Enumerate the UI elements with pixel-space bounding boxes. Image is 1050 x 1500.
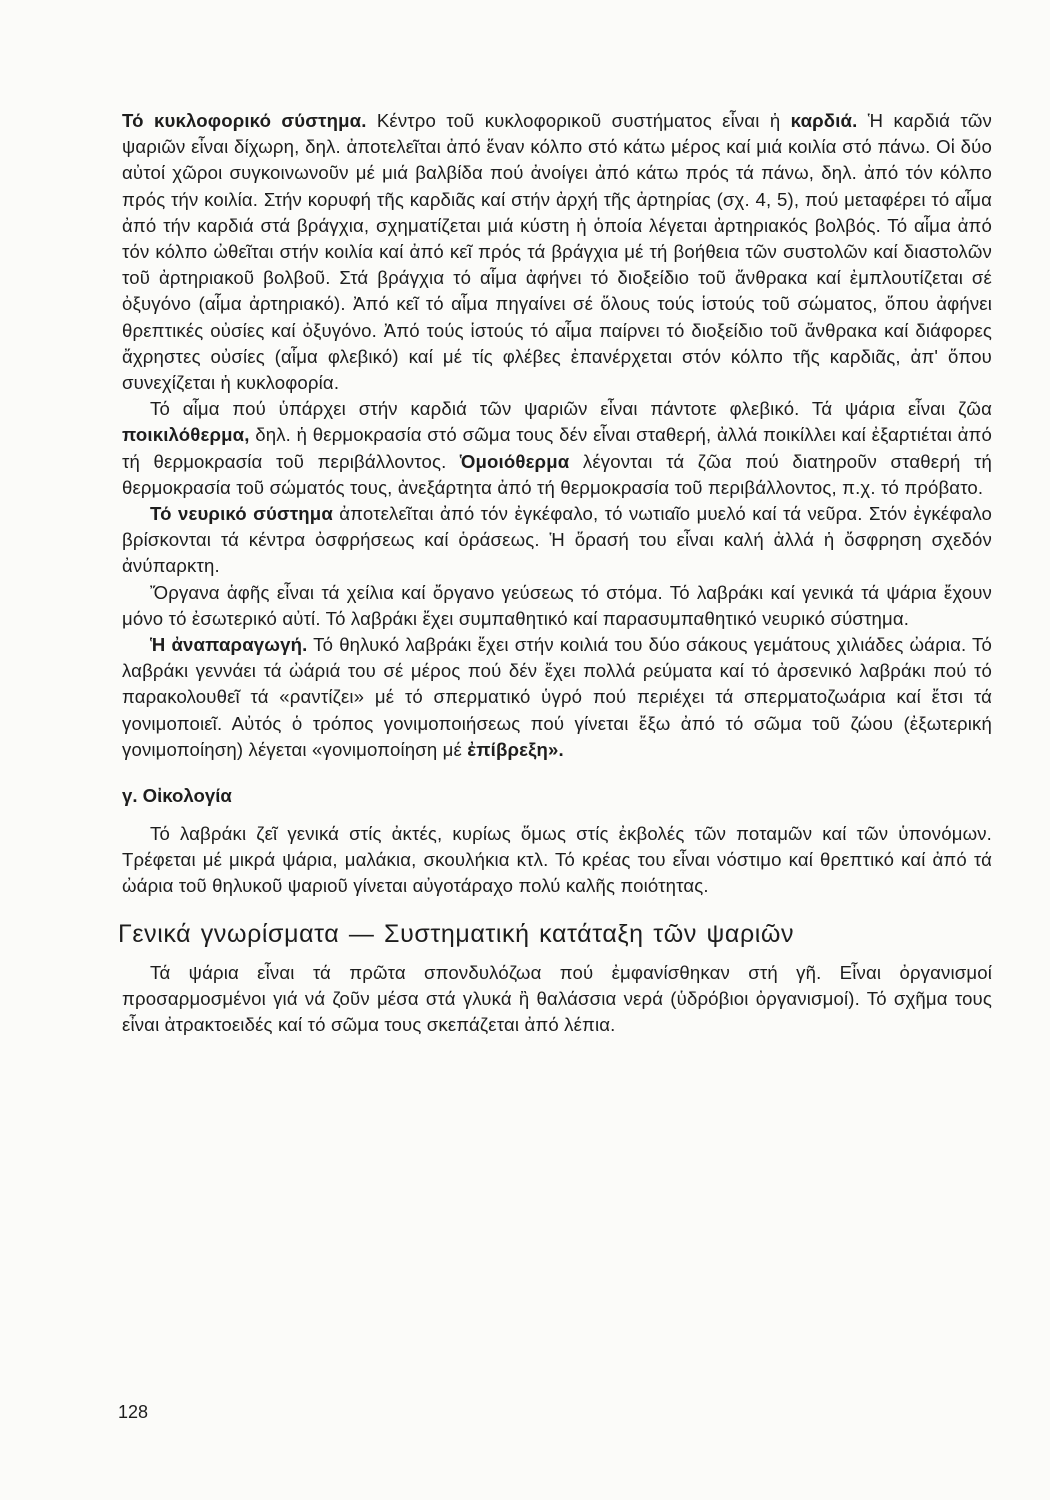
chapter-title: Γενικά γνωρίσματα — Συστηματική κατάταξη τῶν ψαριῶν	[118, 919, 795, 948]
paragraph-text: Τό θηλυκό λαβράκι ἔχει στήν κοιλιά του δύο σάκους γεμάτους χιλιάδες ὠάρια. Τό λαβράκι γεννάει τά ὠάριά του σέ μέρος πού δέν ἔχει πολλά ρεύματα καί τό ἀρσενικό λαβράκι πού τό παρακολουθεῖ τά «ραντίζει» μέ τό σπερματικό ὑγρό πού περιέχει τά σπερματοζωάρια καί ἔτσι τά γονιμοποιεῖ. Αὐτός ὁ τρόπος γονιμοποιήσεως πού γίνεται ἔξω ἀπό τό σῶμα τοῦ ζώου (ἐξωτερική γονιμοποίηση) λέγεται «γονιμοποίηση μέ	[122, 634, 992, 760]
paragraph-ecology: Τό λαβράκι ζεῖ γενικά στίς ἀκτές, κυρίως ὅμως στίς ἐκβολές τῶν ποταμῶν καί τῶν ὑπονόμων. Τρέφεται μέ μικρά ψάρια, μαλάκια, σκουλήκια κτλ. Τό κρέας του εἶναι νόστιμο καί θρεπτικό καί ἀπό τά ὠάρια τοῦ θηλυκοῦ ψαριοῦ γίνεται αὐγοτάραχο πολύ καλῆς ποιότητας.	[122, 823, 992, 897]
term-poikilotherm: ποικιλόθερμα,	[122, 424, 250, 446]
paragraph-nervous-system	[122, 501, 992, 580]
paragraph-text: Ὄργανα ἁφῆς εἶναι τά χείλια καί ὄργανο γεύσεως τό στόμα. Τό λαβράκι καί γενικά τά ψάρια ἔχουν μόνο τό ἐσωτερικό αὐτί. Τό λαβράκι ἔχει συμπαθητικό καί παρασυμπαθητικό νευρικό σύστημα.	[122, 581, 992, 629]
term-circulatory-system: Τό κυκλοφορικό σύστημα.	[122, 110, 367, 131]
paragraph-text: λέγονται τά ζῶα πού διατηροῦν σταθερή τή θερμοκρασία τοῦ σώματός τους, ἀνεξάρτητα ἀπό τή θερμοκρασία τοῦ περιβάλλοντος, π.χ. τό πρόβατο.	[122, 450, 992, 498]
term-epivrexi: ἐπίβρεξη».	[467, 738, 564, 760]
paragraph-general-features: Τά ψάρια εἶναι τά πρῶτα σπονδυλόζωα πού ἐμφανίσθηκαν στή γῆ. Εἶναι ὀργανισμοί προσαρμοσμένοι γιά νά ζοῦν μέσα στά γλυκά ἢ θαλάσσια νερά (ὑδρόβιοι ὀργανισμοί). Τό σχῆμα τους εἶναι ἀτρακτοειδές καί τό σῶμα τους σκεπάζεται ἀπό λέπια.	[122, 961, 992, 1036]
page-number: 128	[118, 1402, 149, 1422]
paragraph-text: Κέντρο τοῦ κυκλοφορικοῦ συστήματος εἶναι ἡ	[366, 110, 791, 131]
term-reproduction: Ἡ ἀναπαραγωγή.	[150, 634, 308, 656]
paragraph-text: δηλ. ἡ θερμοκρασία στό σῶμα τους δέν εἶναι σταθερή, ἀλλά ποικίλλει καί ἐξαρτιέται ἀπό τή θερμοκρασία τοῦ περιβάλλοντος.	[122, 424, 992, 472]
paragraph-circulatory-system	[122, 108, 992, 396]
paragraph-senses	[122, 580, 992, 632]
section-heading-ecology: γ. Οἰκολογία	[122, 785, 232, 807]
term-nervous-system: Τό νευρικό σύστημα	[150, 503, 333, 525]
term-homeotherm: Ὁμοιόθερμα	[460, 450, 570, 472]
paragraph-reproduction	[122, 632, 992, 763]
term-heart: καρδιά.	[790, 110, 858, 131]
paragraph-text: Ἡ καρδιά τῶν ψαριῶν εἶναι δίχωρη, δηλ. ἀποτελεῖται ἀπό ἕναν κόλπο στό κάτω μέρος καί μιά κοιλία στό πάνω. Οἱ δύο αὐτοί χῶροι συγκοινωνοῦν μέ μιά βαλβίδα πού ἀνοίγει ἀπό κάτω πρός τά πάνω, δηλ. ἀπό τόν κόλπο πρός τήν κοιλία. Στήν κορυφή τῆς καρδιᾶς καί στήν ἀρχή τῆς ἀρτηρίας (σχ. 4, 5), πού μεταφέρει τό αἷμα ἀπό τήν καρδιά στά βράγχια, σχηματίζεται μιά κύστη ἡ ὁποία λέγεται ἀρτηριακός βολβός. Τό αἷμα ἀπό τόν κόλπο ὠθεῖται στήν κοιλία καί ἀπό κεῖ πρός τά βράγχια μέ τή βοήθεια τῶν συστολῶν καί διαστολῶν τοῦ ἀρτηριακοῦ βολβοῦ. Στά βράγχια τό αἷμα ἀφήνει τό διοξείδιο τοῦ ἄνθρακα καί ἐμπλουτίζεται σέ ὀξυγόνο (αἷμα ἀρτηριακό). Ἀπό κεῖ τό αἷμα πηγαίνει σέ ὅλους τούς ἱστούς τοῦ σώματος, ὅπου ἀφήνει θρεπτικές οὐσίες καί ὀξυγόνο. Ἀπό τούς ἱστούς τό αἷμα παίρνει τό διοξείδιο τοῦ ἄνθρακα καί διάφορες ἄχρηστες οὐσίες (αἷμα φλεβικό) καί μέ τίς φλέβες ἐπανέρχεται στόν κόλπο τῆς καρδιᾶς, ἀπ' ὅπου συνεχίζεται ἡ κυκλοφορία.	[122, 110, 992, 394]
paragraph-text: Τό αἷμα πού ὑπάρχει στήν καρδιά τῶν ψαριῶν εἶναι πάντοτε φλεβικό. Τά ψάρια εἶναι ζῶα	[150, 398, 992, 420]
paragraph-text: ἀποτελεῖται ἀπό τόν ἐγκέφαλο, τό νωτιαῖο μυελό καί τά νεῦρα. Στόν ἐγκέφαλο βρίσκονται τά κέντρα ὀσφρήσεως καί ὁράσεως. Ἡ ὅρασή του εἶναι καλή ἀλλά ἡ ὄσφρηση σχεδόν ἀνύπαρκτη.	[122, 503, 993, 577]
paragraph-poikilotherms	[122, 396, 992, 501]
page-body	[118, 108, 993, 1038]
